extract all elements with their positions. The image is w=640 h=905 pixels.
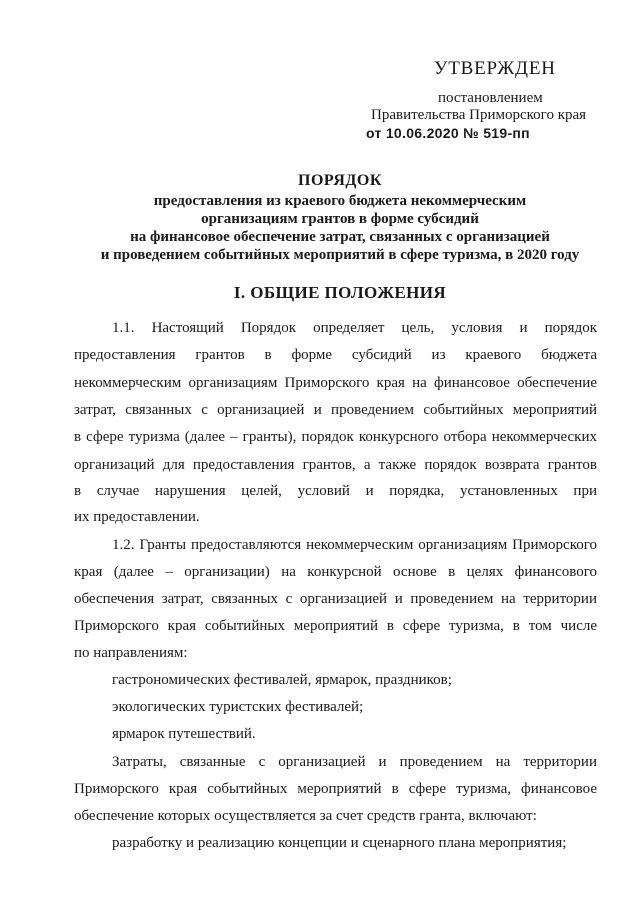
text-line: предоставления грантов в форме субсидий из краевого бюджета (74, 347, 597, 363)
approved-heading: УТВЕРЖДЕН (434, 58, 556, 79)
text-line: их предоставлении. (74, 509, 200, 525)
text-line: некоммерческим организациям Приморского края на финансовое обеспечение (74, 375, 597, 391)
text-line: края (далее – организации) на конкурсной основе в целях финансового (74, 564, 597, 580)
approval-government: Правительства Приморского края (371, 107, 587, 123)
text-line: Приморского края событийных мероприятий в сфере туризма, финансовое (74, 781, 597, 797)
text-line: разработку и реализацию концепции и сценарного плана мероприятия; (112, 835, 567, 851)
document-subtitle-line-1: предоставления из краевого бюджета некоммерческим (153, 193, 527, 209)
document-subtitle-line-4: и проведением событийных мероприятий в сфере туризма, в 2020 году (100, 247, 580, 263)
document-title: ПОРЯДОК (298, 172, 382, 189)
paragraph-1-1 (74, 320, 597, 525)
list-item: гастрономических фестивалей, ярмарок, праздников; (112, 672, 452, 688)
list-item: экологических туристских фестивалей; (112, 699, 364, 715)
document-subtitle-line-2: организациям грантов в форме субсидий (201, 211, 479, 227)
paragraph-costs (74, 754, 597, 824)
text-line: в сфере туризма (далее – гранты), порядок конкурсного отбора некоммерческих (74, 429, 597, 445)
text-line: по направлениям: (74, 645, 188, 661)
text-line: 1.1. Настоящий Порядок определяет цель, условия и порядок (112, 320, 597, 336)
text-line: обеспечение которых осуществляется за счет средств гранта, включают: (74, 808, 537, 824)
cost-item (112, 835, 597, 855)
directions-list (112, 672, 597, 752)
approval-date-number: от 10.06.2020 № 519-пп (366, 125, 530, 141)
text-line: Затраты, связанные с организацией и проведением на территории (112, 754, 597, 770)
text-line: затрат, связанных с организацией и проведением событийных мероприятий (74, 402, 597, 418)
paragraph-1-2 (74, 537, 597, 661)
approval-resolution: постановлением (438, 90, 543, 106)
section-heading: I. ОБЩИЕ ПОЛОЖЕНИЯ (233, 283, 447, 302)
text-line: организаций для предоставления грантов, а также порядок возврата грантов (74, 457, 597, 473)
text-line: в случае нарушения целей, условий и порядка, установленных при (74, 483, 597, 499)
list-item: ярмарок путешествий. (112, 726, 256, 742)
text-line: 1.2. Гранты предоставляются некоммерческим организациям Приморского (112, 537, 597, 553)
text-line: Приморского края событийных мероприятий в сфере туризма, в том числе (74, 618, 597, 634)
document-subtitle-line-3: на финансовое обеспечение затрат, связанных с организацией (130, 229, 550, 245)
text-line: обеспечения затрат, связанных с организацией и проведением на территории (74, 591, 597, 607)
